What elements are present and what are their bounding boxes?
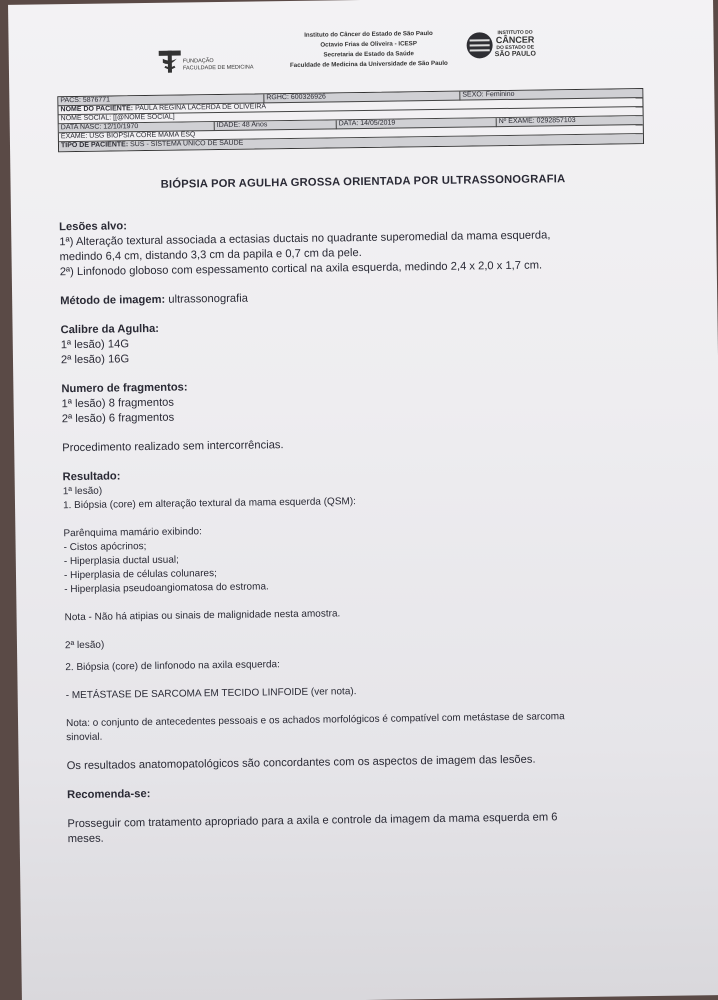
logo-left-line: FUNDAÇÃO xyxy=(182,58,214,65)
procedure-note: Procedimento realizado sem intercorrências. xyxy=(62,439,284,455)
exam-number-field: Nº EXAME: 0292857103 xyxy=(496,116,645,127)
patient-name: PAULA REGINA LACERDA DE OLIVEIRA xyxy=(135,103,267,113)
result-biopsy-1: 1. Biópsia (core) em alteração textural da mama esquerda (QSM): xyxy=(62,496,356,512)
patient-type-label: TIPO DE PACIENTE: xyxy=(60,141,129,150)
needle-gauge-2: 2ª lesão) 16G xyxy=(60,353,130,367)
note-2: Nota: o conjunto de antecedentes pessoais e os achados morfológicos é compatível com metástase de sarcoma xyxy=(65,711,565,730)
logo-right-line: CÂNCER xyxy=(495,34,535,46)
imaging-method-heading: Método de imagem: xyxy=(60,293,166,308)
icesp-emblem-icon xyxy=(464,30,494,60)
institution-line: Octavio Frias de Oliveira - ICESP xyxy=(320,40,417,49)
lesion-2-text: 2ª) Linfonodo globoso com espessamento cortical na axila esquerda, medindo 2,4 x 2,0 x 1,7 cm. xyxy=(59,259,543,279)
recommendation-text: Prosseguir com tratamento apropriado para a axila e controle da imagem da mama esquerda em 6 xyxy=(67,811,558,831)
lesion-1-text: 1ª) Alteração textural associada a ectasias ductais no quadrante superomedial da mama esquerda, xyxy=(59,229,551,249)
finding-item: - Hiperplasia pseudoangiomatosa do estroma. xyxy=(64,581,269,596)
finding-item: - Hiperplasia de células colunares; xyxy=(63,568,217,582)
fmusp-logo xyxy=(157,47,257,74)
birthdate-field: DATA NASC: 12/10/1970 xyxy=(60,123,139,132)
patient-id-table xyxy=(57,88,644,152)
patient-name-label: NOME DO PACIENTE: xyxy=(60,105,134,114)
age-field: IDADE: 48 Anos xyxy=(214,120,336,131)
logo-right-line: INSTITUTO DO xyxy=(497,29,533,37)
imaging-method-value: ultrassonografia xyxy=(168,292,249,306)
rghc-field: RGHC: 600326926 xyxy=(263,92,459,104)
institution-block xyxy=(258,28,479,71)
institution-line: Faculdade de Medicina da Universidade de São Paulo xyxy=(289,59,448,69)
logo-right-line: SÃO PAULO xyxy=(494,50,536,59)
caduceus-icon xyxy=(157,48,183,74)
note-2-cont: sinovial. xyxy=(66,731,103,744)
result-lesion-1: 1ª lesão) xyxy=(62,485,103,498)
institution-line: Instituto do Câncer do Estado de São Paulo xyxy=(304,29,433,39)
report-body xyxy=(59,211,718,847)
pacs-field: PACS: 5876771 xyxy=(60,96,111,105)
letterhead xyxy=(8,23,714,93)
note-1: Nota - Não há atipias ou sinais de malignidade nesta amostra. xyxy=(64,608,341,624)
icesp-logo xyxy=(464,29,554,66)
needle-gauge-heading: Calibre da Agulha: xyxy=(60,322,160,337)
logo-left-line: FACULDADE DE MEDICINA xyxy=(182,64,254,72)
parenchyma-intro: Parênquima mamário exibindo: xyxy=(63,526,202,540)
report-title: BIÓPSIA POR AGULHA GROSSA ORIENTADA POR ULTRASSONOGRAFIA xyxy=(160,173,566,191)
finding-item: - Cistos apócrinos; xyxy=(63,541,147,554)
finding-item: - Hiperplasia ductal usual; xyxy=(63,554,179,568)
social-name-field: NOME SOCIAL: [[@NOME SOCIAL] xyxy=(60,113,175,123)
metastasis-finding: - METÁSTASE DE SARCOMA EM TECIDO LINFOIDE (ver nota). xyxy=(65,686,357,702)
fragments-1: 1ª lesão) 8 fragmentos xyxy=(61,396,175,411)
lesion-1-text-cont: medindo 6,4 cm, distando 3,3 cm da papila e 0,7 cm da pele. xyxy=(59,247,362,264)
document-page xyxy=(8,0,718,1000)
result-lesion-2: 2ª lesão) xyxy=(64,639,105,652)
fragments-heading: Numero de fragmentos: xyxy=(61,381,188,396)
result-biopsy-2: 2. Biópsia (core) de linfonodo na axila esquerda: xyxy=(65,659,280,674)
sexo-field: SEXO: Feminino xyxy=(459,89,644,101)
target-lesions-heading: Lesões alvo: xyxy=(59,220,128,234)
patient-type: SUS - SISTEMA UNICO DE SAUDE xyxy=(130,139,244,149)
logo-right-line: DO ESTADO DE xyxy=(496,44,535,52)
exam-date-field: DATA: 14/05/2019 xyxy=(336,118,496,129)
result-heading: Resultado: xyxy=(62,470,121,484)
recommendation-heading: Recomenda-se: xyxy=(66,788,151,802)
exam-field: EXAME: USG BIOPSIA CORE MAMA ESQ xyxy=(60,131,196,141)
fragments-2: 2ª lesão) 6 fragmentos xyxy=(61,411,175,426)
concordance-statement: Os resultados anatomopatológicos são concordantes com os aspectos de imagem das lesões. xyxy=(66,753,536,773)
needle-gauge-1: 1ª lesão) 14G xyxy=(60,338,130,352)
recommendation-text-cont: meses. xyxy=(67,832,104,846)
institution-line: Secretaria de Estado da Saúde xyxy=(323,50,415,59)
